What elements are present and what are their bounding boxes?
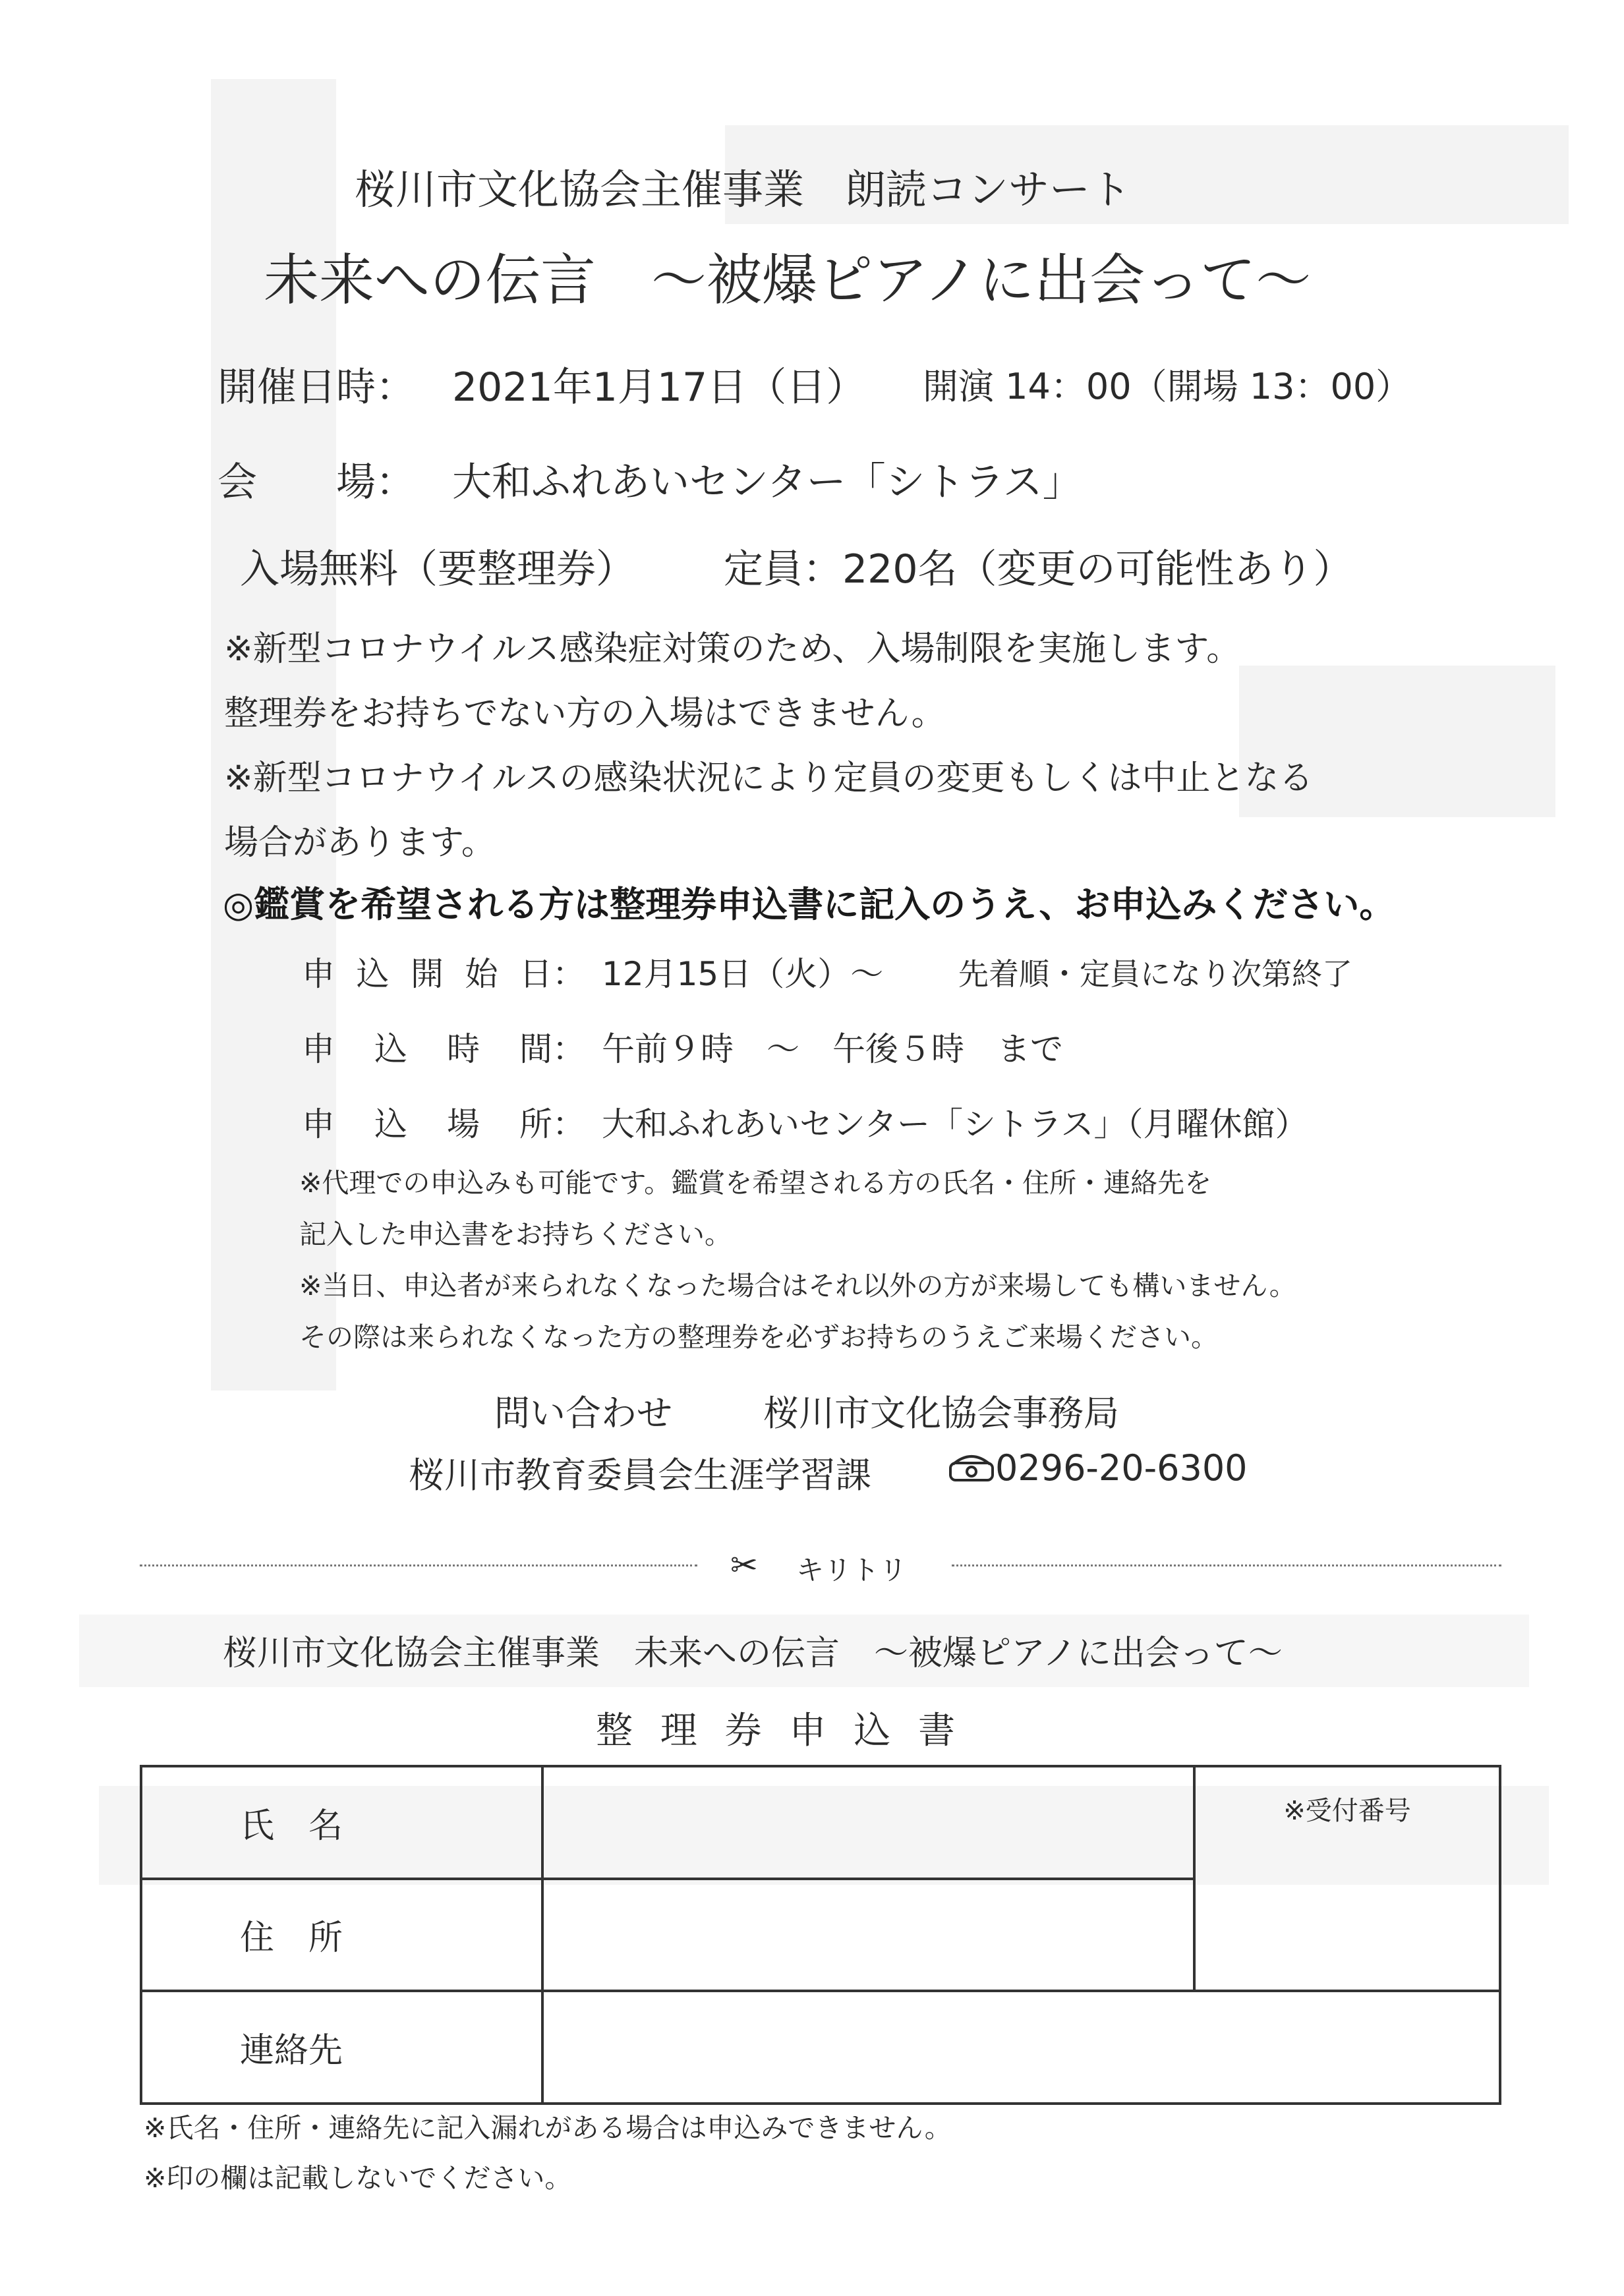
apply-start-note: 先着順・定員になり次第終了: [958, 956, 1352, 992]
form-label-address: 住 所: [141, 1879, 542, 1992]
venue-label: 会 場：: [218, 459, 415, 505]
receipt-number-label: ※受付番号: [1283, 1796, 1411, 1826]
apply-start-value: ： 12月15日（火）～: [552, 955, 884, 993]
scissors-icon: ✂: [730, 1546, 758, 1584]
address-field[interactable]: [542, 1879, 1194, 1992]
date-label: 開催日時：: [218, 364, 415, 411]
form-label-contact: 連絡先: [141, 1991, 542, 2104]
apply-hours-label: 申込時間: [302, 1030, 552, 1068]
proxy-note: その際は来られなくなった方の整理券を必ずお持ちのうえご来場ください。: [299, 1321, 1218, 1353]
form-title: 整 理 券 申 込 書: [596, 1709, 964, 1752]
form-heading: 桜川市文化協会主催事業 未来への伝言 ～被爆ピアノに出会って～: [223, 1634, 1283, 1673]
date-value: 2021年1月17日（日）: [452, 364, 866, 411]
cut-line-right: [952, 1564, 1501, 1566]
application-form-table: [140, 1765, 1501, 2105]
proxy-note: ※当日、申込者が来られなくなった場合はそれ以外の方が来場しても構いません。: [299, 1270, 1296, 1302]
notice-line: ※新型コロナウイルスの感染状況により定員の変更もしくは中止となる: [224, 759, 1314, 798]
name-field[interactable]: [542, 1766, 1194, 1879]
event-subtitle: 桜川市文化協会主催事業 朗読コンサート: [355, 165, 1132, 214]
apply-hours-row: [302, 1023, 1063, 1070]
notice-line: 整理券をお持ちでない方の入場はできません。: [224, 694, 946, 733]
apply-hours-value: ： 午前９時 ～ 午後５時 まで: [552, 1030, 1063, 1068]
apply-start-label: 申込開始日: [302, 955, 552, 993]
form-row-name: [141, 1766, 1500, 1879]
form-row-contact: [141, 1991, 1500, 2104]
form-note: ※氏名・住所・連絡先に記入漏れがある場合は申込みできません。: [144, 2112, 952, 2144]
venue-value: 大和ふれあいセンター「シトラス」: [452, 459, 1082, 505]
apply-place-label: 申込場所: [302, 1105, 552, 1143]
cut-line-left: [140, 1564, 697, 1566]
proxy-note: ※代理での申込みも可能です。鑑賞を希望される方の氏名・住所・連絡先を: [299, 1167, 1212, 1199]
telephone-icon: [948, 1452, 995, 1483]
receipt-number-cell: [1194, 1766, 1500, 1991]
contact-field[interactable]: [542, 1991, 1500, 2104]
form-label-name: 氏 名: [141, 1766, 542, 1879]
notice-line: ※新型コロナウイルス感染症対策のため、入場制限を実施します。: [224, 629, 1241, 669]
event-title: 未来への伝言 ～被爆ピアノに出会って～: [264, 248, 1312, 312]
capacity-info: 定員：220名（変更の可能性あり）: [724, 546, 1353, 592]
contact-phone-row: [948, 1447, 1248, 1489]
apply-start-row: [302, 948, 883, 995]
contact-org: 桜川市文化協会事務局: [763, 1392, 1119, 1434]
time-value: 開演 14：00（開場 13：00）: [923, 366, 1412, 407]
cut-label: キリトリ: [796, 1554, 908, 1586]
proxy-note: 記入した申込書をお持ちください。: [299, 1219, 732, 1250]
contact-label: 問い合わせ: [494, 1392, 672, 1434]
admission-info: 入場無料（要整理券）: [240, 546, 635, 592]
apply-place-row: [302, 1098, 1308, 1145]
contact-dept: 桜川市教育委員会生涯学習課: [409, 1454, 871, 1496]
apply-place-value: ： 大和ふれあいセンター「シトラス」（月曜休館）: [552, 1105, 1308, 1143]
apply-headline: ◎鑑賞を希望される方は整理券申込書に記入のうえ、お申込みください。: [223, 884, 1395, 925]
contact-phone: 0296-20-6300: [995, 1447, 1248, 1489]
notice-line: 場合があります。: [224, 823, 496, 863]
form-note: ※印の欄は記載しないでください。: [144, 2162, 572, 2194]
